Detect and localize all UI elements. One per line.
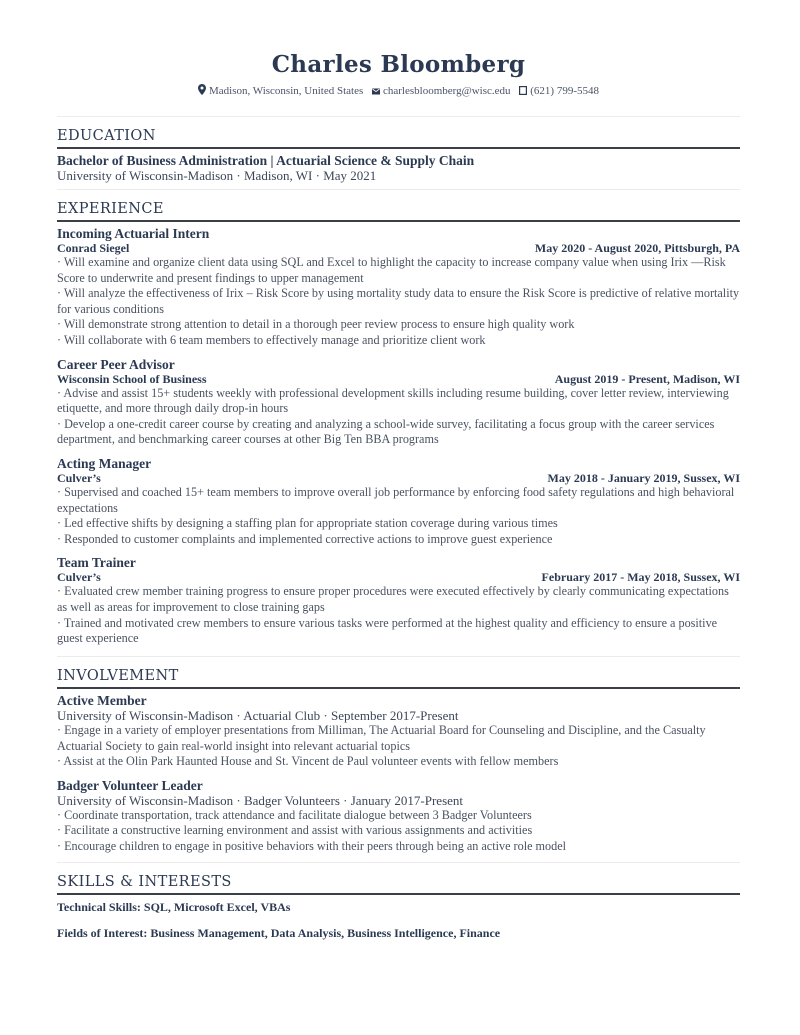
contact-email[interactable] xyxy=(372,84,511,99)
job-meta xyxy=(57,570,740,584)
candidate-name: Charles Bloomberg xyxy=(271,51,526,78)
job-dates: May 2018 - January 2019, Sussex, WI xyxy=(547,470,740,485)
degree: Bachelor of Business Administration | Actuarial Science & Supply Chain xyxy=(57,153,475,168)
job-org: Culver’s xyxy=(57,470,101,485)
job-bullet: · Will demonstrate strong attention to detail in a thorough peer review process to ensure high quality work xyxy=(57,317,575,332)
experience-entry xyxy=(57,357,740,448)
job-bullet: · Led effective shifts by designing a staffing plan for appropriate station coverage during various times xyxy=(57,516,558,531)
job-role: Team Trainer xyxy=(57,555,136,571)
map-pin-icon xyxy=(198,84,206,99)
section-separator xyxy=(57,656,740,657)
job-dates: February 2017 - May 2018, Sussex, WI xyxy=(541,570,740,585)
section-rule xyxy=(57,220,740,222)
involvement-bullet: · Encourage children to engage in positive behaviors with their peers through being an active role model xyxy=(57,838,567,853)
job-dates: August 2019 - Present, Madison, WI xyxy=(554,371,740,386)
involvement-details: University of Wisconsin-Madison · Badger Volunteers · January 2017-Present xyxy=(57,792,464,808)
involvement-bullet: · Engage in a variety of employer presentations from Milliman, The Actuarial Board for Counseling and Discipline, and the Casualty Actuarial Society to gain real-world insight into relevant actuarial topics xyxy=(57,723,706,753)
job-bullet: · Supervised and coached 15+ team members to improve overall job performance by enforcing food safety regulations and high behavioral expectations xyxy=(57,484,735,515)
job-org: Wisconsin School of Business xyxy=(57,371,207,386)
job-org: Conrad Siegel xyxy=(57,241,130,255)
section-separator xyxy=(57,862,740,863)
section-rule xyxy=(57,147,740,149)
experience-section xyxy=(57,189,740,647)
involvement-role: Active Member xyxy=(57,693,147,708)
job-meta xyxy=(57,241,740,255)
envelope-icon xyxy=(372,85,380,99)
contact-info xyxy=(57,84,740,99)
job-bullet: · Develop a one-credit career course by creating and analyzing a school-wide survey, facilitating a focus group with the career services department, and benchmarking career courses at other Big Ten BBA programs xyxy=(57,416,715,447)
job-role: Incoming Actuarial Intern xyxy=(57,226,210,241)
fields-of-interest: Fields of Interest: Business Management, Data Analysis, Business Intelligence, Finance xyxy=(57,926,501,940)
contact-location xyxy=(198,84,363,99)
job-org: Culver’s xyxy=(57,570,101,585)
involvement-section xyxy=(57,656,740,855)
education-section xyxy=(57,116,740,183)
job-role: Career Peer Advisor xyxy=(57,356,175,372)
job-meta xyxy=(57,372,740,386)
experience-entry xyxy=(57,555,740,646)
job-meta xyxy=(57,471,740,485)
section-rule xyxy=(57,687,740,689)
email-text[interactable]: charlesbloomberg@wisc.edu xyxy=(382,85,511,97)
section-title-skills: SKILLS & INTERESTS xyxy=(57,874,232,890)
involvement-bullet: · Coordinate transportation, track attendance and facilitate dialogue between 3 Badger Volunteers xyxy=(57,807,532,822)
section-title-involvement: INVOLVEMENT xyxy=(57,668,179,684)
job-bullet: · Will analyze the effectiveness of Irix – Risk Score by using mortality study data to ensure the Risk Score is predictive of relative mortality for various conditions xyxy=(57,286,740,316)
involvement-bullet: · Assist at the Olin Park Haunted House and St. Vincent de Paul volunteer events with fellow members xyxy=(57,754,559,769)
technical-skills: Technical Skills: SQL, Microsoft Excel, VBAs xyxy=(57,900,291,914)
job-bullet: · Responded to customer complaints and implemented corrective actions to improve guest experience xyxy=(57,531,553,546)
involvement-entry xyxy=(57,693,740,770)
involvement-bullet: · Facilitate a constructive learning environment and assist with various assignments and activities xyxy=(57,823,533,838)
job-bullet: · Will collaborate with 6 team members to effectively manage and prioritize client work xyxy=(57,332,486,347)
section-title-experience: EXPERIENCE xyxy=(57,201,164,217)
section-separator xyxy=(57,116,740,117)
experience-entry xyxy=(57,456,740,547)
job-role: Acting Manager xyxy=(57,455,152,471)
contact-phone xyxy=(519,84,599,99)
phone-text: (621) 799-5548 xyxy=(530,85,600,97)
job-bullet: · Will examine and organize client data using SQL and Excel to highlight the capacity to increase company value when using Irix —Risk Score to underwrite and present findings to upper management xyxy=(57,255,726,285)
job-bullet: · Advise and assist 15+ students weekly with professional development skills including resume building, cover letter review, interviewing etiquette, and more through daily drop-in hours xyxy=(57,385,729,416)
involvement-details: University of Wisconsin-Madison · Actuarial Club · September 2017-Present xyxy=(57,708,459,723)
job-bullet: · Trained and motivated crew members to ensure various tasks were performed at the highest quality and efficiency to ensure a positive guest experience xyxy=(57,615,718,646)
location-text: Madison, Wisconsin, United States xyxy=(208,85,364,97)
section-separator xyxy=(57,189,740,190)
involvement-role: Badger Volunteer Leader xyxy=(57,777,203,793)
phone-icon xyxy=(519,85,527,99)
involvement-entry xyxy=(57,778,740,855)
education-entry xyxy=(57,153,740,183)
skills-section xyxy=(57,862,740,941)
section-rule xyxy=(57,893,740,895)
experience-entry xyxy=(57,226,740,349)
education-details: University of Wisconsin-Madison · Madison, WI · May 2021 xyxy=(57,168,377,183)
job-dates: May 2020 - August 2020, Pittsburgh, PA xyxy=(534,241,740,255)
job-bullet: · Evaluated crew member training progress to ensure proper procedures were executed effectively by clearly communicating expectations as well as areas for improvement to close training gaps xyxy=(57,584,729,614)
section-title-education: EDUCATION xyxy=(57,128,156,144)
